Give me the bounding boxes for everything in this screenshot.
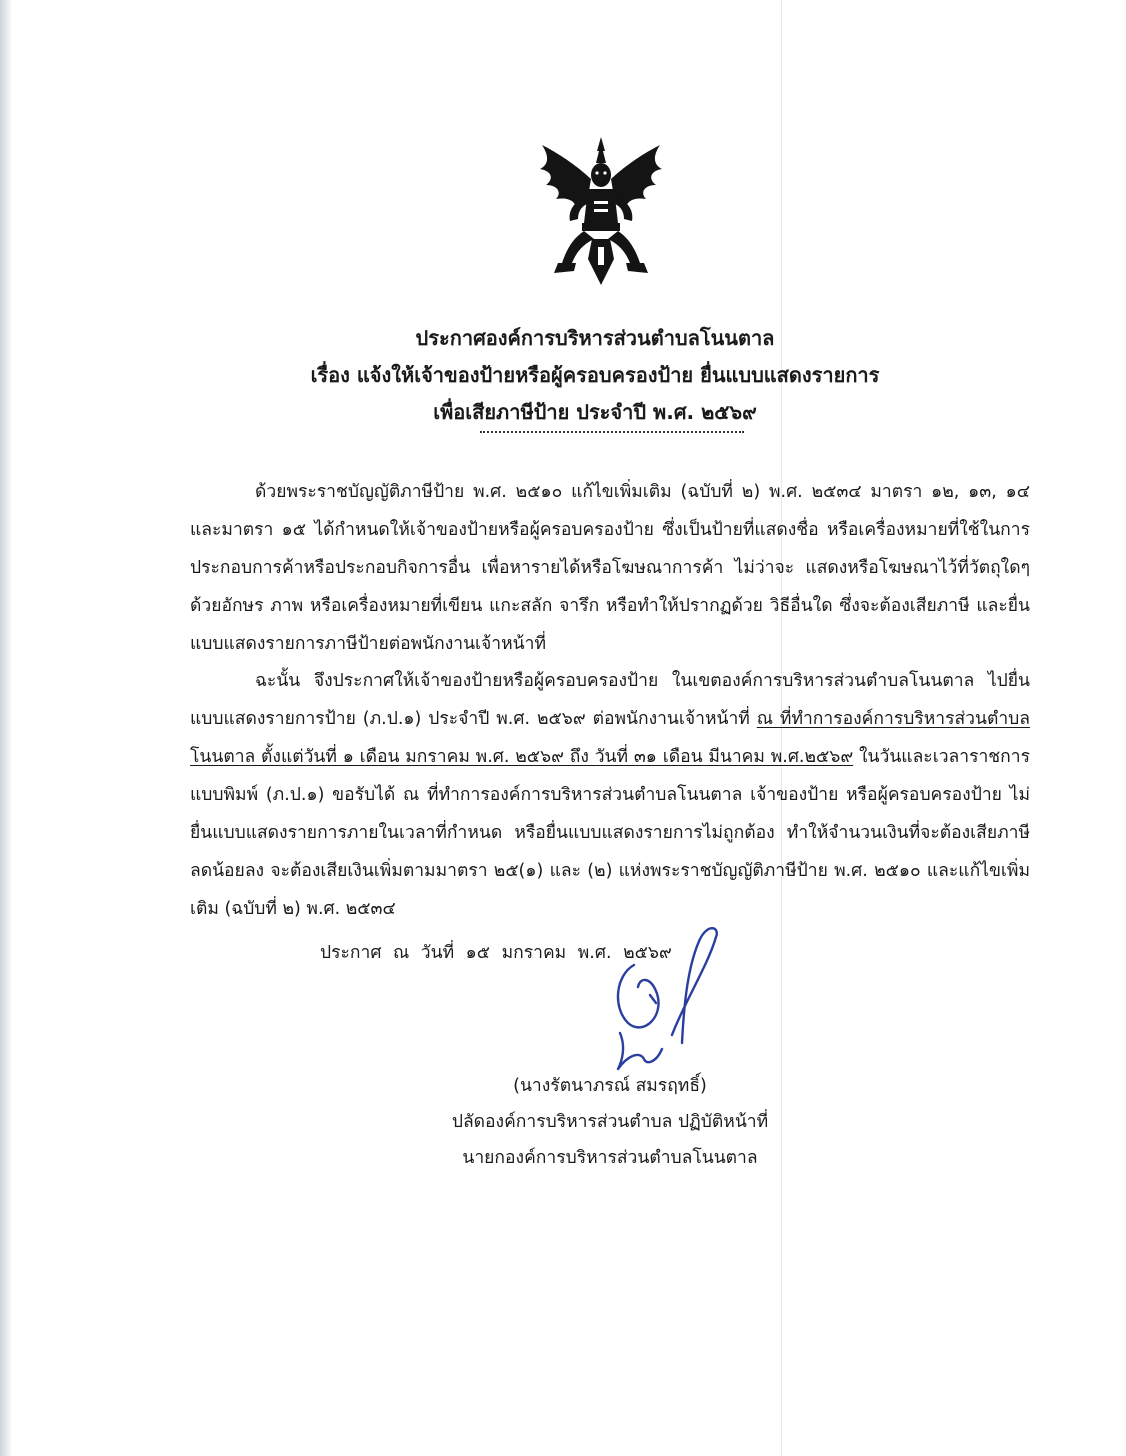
paragraph-2-underlined: ณ ที่ทำการองค์การบริหารส่วนตำบลโนนตาล ตั้งแต่วันที่ ๑ เดือน มกราคม พ.ศ. ๒๕๖๙ ถึง วันที่ ๓๑ เดือน มีนาคม พ.ศ.๒๕๖๙ bbox=[190, 709, 1030, 767]
signatory-position: ปลัดองค์การบริหารส่วนตำบล ปฏิบัติหน้าที่ bbox=[451, 1112, 769, 1132]
signatory-position-2: นายกองค์การบริหารส่วนตำบลโนนตาล bbox=[462, 1148, 758, 1168]
dotted-divider bbox=[480, 431, 744, 433]
announcement-title: ประกาศองค์การบริหารส่วนตำบลโนนตาล bbox=[415, 326, 775, 350]
signatory-name: (นางรัตนาภรณ์ สมรฤทธิ์) bbox=[513, 1076, 707, 1096]
paragraph-2-text-a: ฉะนั้น จึงประกาศให้เจ้าของป้ายหรือผู้ครอบครองป้าย ในเขตองค์การบริหารส่วนตำบลโนนตาล ไปยื่นแบบแสดงรายการป้าย (ภ.ป.๑) ประจำปี พ.ศ. ๒๕๖๙ ต่อพนักงานเจ้าหน้าที่ bbox=[190, 671, 1030, 729]
announcement-subject: เรื่อง แจ้งให้เจ้าของป้ายหรือผู้ครอบครองป้าย ยื่นแบบแสดงรายการ bbox=[310, 363, 880, 387]
garuda-emblem-icon bbox=[536, 135, 666, 287]
announce-date: ประกาศ ณ วันที่ ๑๕ มกราคม พ.ศ. ๒๕๖๙ bbox=[320, 943, 672, 963]
scan-edge bbox=[0, 0, 12, 1456]
paragraph-1: ด้วยพระราชบัญญัติภาษีป้าย พ.ศ. ๒๕๑๐ แก้ไขเพิ่มเติม (ฉบับที่ ๒) พ.ศ. ๒๕๓๔ มาตรา ๑๒, ๑๓, ๑๔ และมาตรา ๑๕ ได้กำหนดให้เจ้าของป้ายหรือผู้ครอบครองป้าย ซึ่งเป็นป้ายที่แสดงชื่อ หรือเครื่องหมายที่ใช้ในการประกอบการค้าหรือประกอบกิจการอื่น เพื่อหารายได้หรือโฆษณาการค้า ไม่ว่าจะ แสดงหรือโฆษณาไว้ที่วัตถุใดๆ ด้วยอักษร ภาพ หรือเครื่องหมายที่เขียน แกะสลัก จารึก หรือทำให้ปรากฏด้วย วิธีอื่นใด ซึ่งจะต้องเสียภาษี และยื่นแบบแสดงรายการภาษีป้ายต่อพนักงานเจ้าหน้าที่ bbox=[190, 482, 1030, 654]
paragraph-2-text-b: ในวันและเวลาราชการ แบบพิมพ์ (ภ.ป.๑) ขอรับได้ ณ ที่ทำการองค์การบริหารส่วนตำบลโนนตาล เจ้าของป้าย หรือผู้ครอบครองป้าย ไม่ยื่นแบบแสดงรายการภายในเวลาที่กำหนด หรือยื่นแบบแสดงรายการไม่ถูกต้อง ทำให้จำนวนเงินที่จะต้องเสียภาษีลดน้อยลง จะต้องเสียเงินเพิ่มตามมาตรา ๒๕(๑) และ (๒) แห่งพระราชบัญญัติภาษีป้าย พ.ศ. ๒๕๑๐ และแก้ไขเพิ่มเติม (ฉบับที่ ๒) พ.ศ. ๒๕๓๔ bbox=[190, 747, 1030, 919]
announcement-subject-cont: เพื่อเสียภาษีป้าย ประจำปี พ.ศ. ๒๕๖๙ bbox=[433, 400, 757, 424]
paragraph-2 bbox=[190, 662, 1030, 928]
handwritten-signature bbox=[600, 925, 730, 1075]
